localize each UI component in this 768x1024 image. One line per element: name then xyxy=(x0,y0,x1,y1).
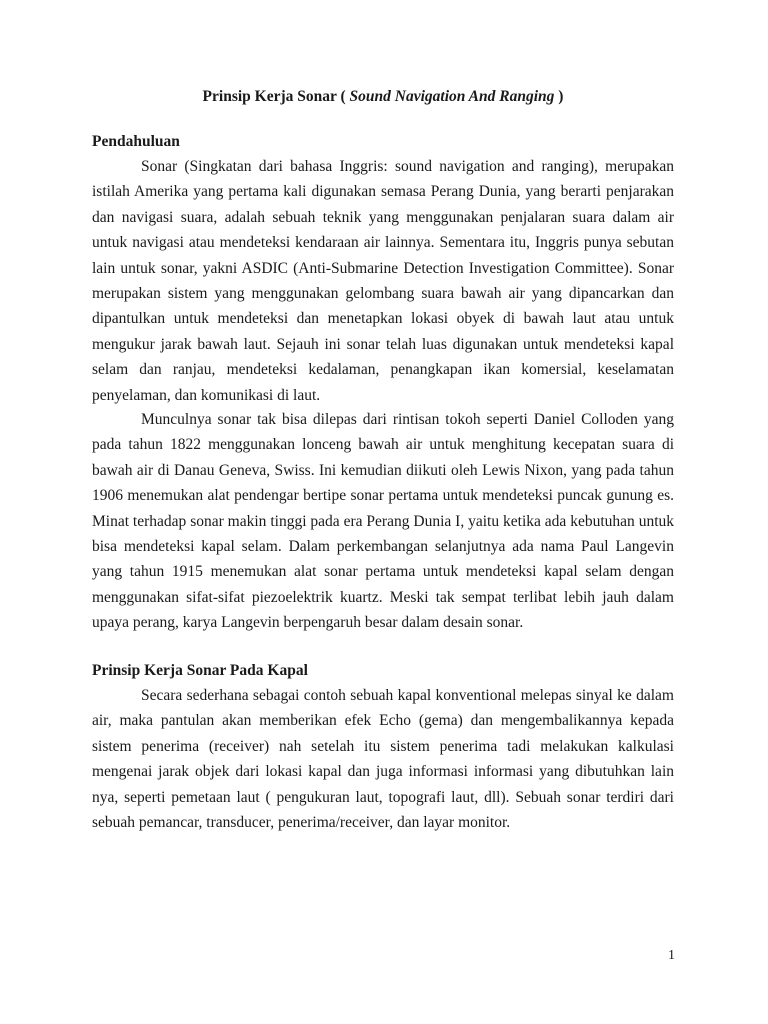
document-title xyxy=(92,86,674,108)
paragraph-intro-2: Munculnya sonar tak bisa dilepas dari rintisan tokoh seperti Daniel Colloden yang pada tahun 1822 menggunakan lonceng bawah air untuk menghitung kecepatan suara di bawah air di Danau Geneva, Swiss. Ini kemudian diikuti oleh Lewis Nixon, yang pada tahun 1906 menemukan alat pendengar bertipe sonar pertama untuk mendeteksi puncak gunung es. Minat terhadap sonar makin tinggi pada era Perang Dunia I, yaitu ketika ada kebutuhan untuk bisa mendeteksi kapal selam. Dalam perkembangan selanjutnya ada nama Paul Langevin yang tahun 1915 menemukan alat sonar pertama untuk mendeteksi kapal selam dengan menggunakan sifat-sifat piezoelektrik kuartz. Meski tak sempat terlibat lebih jauh dalam upaya perang, karya Langevin berpengaruh besar dalam desain sonar. xyxy=(92,411,674,632)
section-heading-pendahuluan: Pendahuluan xyxy=(92,133,180,150)
page-number: 1 xyxy=(668,948,675,963)
section-heading-prinsip-kerja: Prinsip Kerja Sonar Pada Kapal xyxy=(92,662,308,679)
title-italic: Sound Navigation And Ranging xyxy=(349,88,555,105)
paragraph-intro-1: Sonar (Singkatan dari bahasa Inggris: sound navigation and ranging), merupakan istilah Amerika yang pertama kali digunakan semasa Perang Dunia, yang berarti penjarakan dan navigasi suara, adalah sebuah teknik yang menggunakan penjalaran suara dalam air untuk navigasi atau mendeteksi kendaraan air lainnya. Sementara itu, Inggris punya sebutan lain untuk sonar, yakni ASDIC (Anti-Submarine Detection Investigation Committee). Sonar merupakan sistem yang menggunakan gelombang suara bawah air yang dipancarkan dan dipantulkan untuk mendeteksi dan menetapkan lokasi obyek di bawah laut atau untuk mengukur jarak bawah laut. Sejauh ini sonar telah luas digunakan untuk mendeteksi kapal selam dan ranjau, mendeteksi kedalaman, penangkapan ikan komersial, keselamatan penyelaman, dan komunikasi di laut. xyxy=(92,158,674,404)
title-prefix: Prinsip Kerja Sonar ( xyxy=(202,88,350,105)
paragraph-prinsip-kerja: Secara sederhana sebagai contoh sebuah kapal konventional melepas sinyal ke dalam air, maka pantulan akan memberikan efek Echo (gema) dan mengembalikannya kepada sistem penerima (receiver) nah setelah itu sistem penerima tadi melakukan kalkulasi mengenai jarak objek dari lokasi kapal dan juga informasi informasi yang dibutuhkan lain nya, seperti pemetaan laut ( pengukuran laut, topografi laut, dll). Sebuah sonar terdiri dari sebuah pemancar, transducer, penerima/receiver, dan layar monitor. xyxy=(92,687,674,832)
title-suffix: ) xyxy=(554,88,564,105)
